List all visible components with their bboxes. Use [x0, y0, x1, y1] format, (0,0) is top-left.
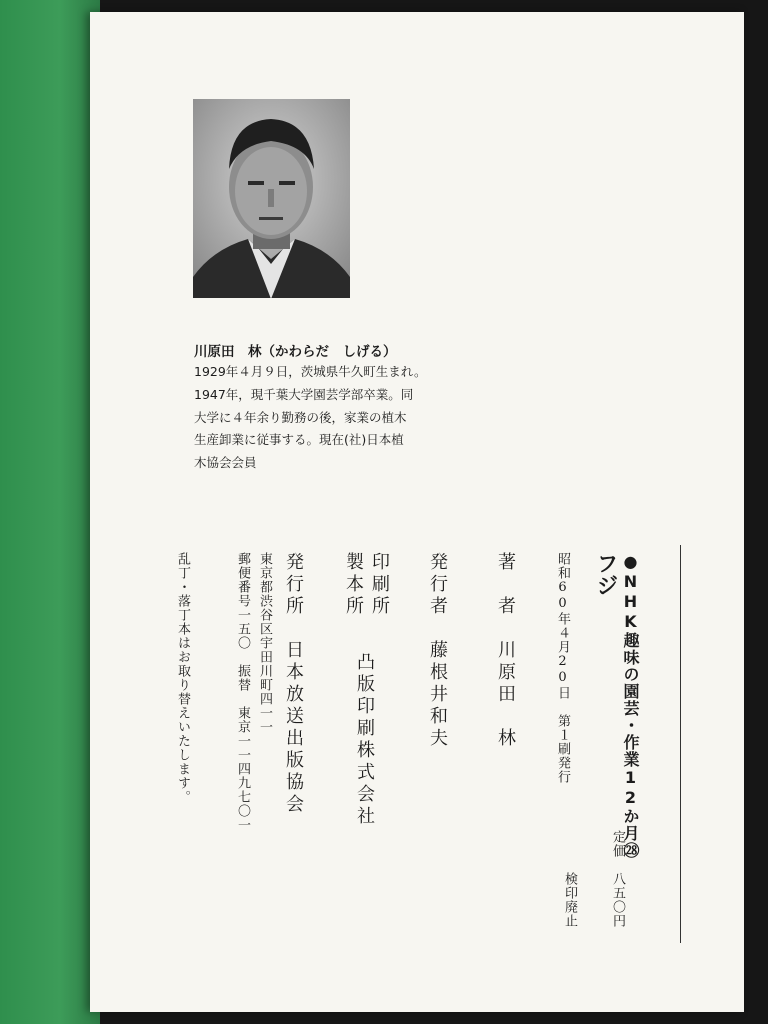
book-cover-edge — [0, 0, 100, 1024]
issuer: 発行所 日本放送出版協会 — [283, 552, 304, 816]
replacement-note: 乱丁・落丁本はお取り替えいたします。 — [175, 552, 190, 804]
author-bio-line: 生産卸業に従事する。現在(社)日本植 — [194, 432, 404, 447]
book-title: フジ — [593, 552, 619, 596]
publisher-person: 発行者 藤根井和夫 — [427, 552, 448, 750]
no-seal-notice: 検印廃止 — [562, 872, 577, 928]
author-bio-line: 1947年，現千葉大学園芸学部卒業。同 — [194, 387, 414, 402]
separator-rule — [680, 545, 681, 943]
author-portrait — [193, 99, 350, 298]
print-company: 凸版印刷株式会社 — [354, 652, 375, 828]
series-title: ●NHK趣味の園芸・作業12か月㉘ — [621, 552, 640, 859]
author-bio-line: 大学に４年余り勤務の後，家業の植木 — [194, 410, 407, 425]
edition-date: 昭和60年４月20日 第１刷発行 — [555, 552, 570, 784]
book-page — [90, 12, 744, 1012]
author-bio-line: 木協会会員 — [194, 455, 257, 470]
address: 東京都渋谷区宇田川町四一一 — [257, 552, 272, 734]
author-bio-line: 1929年４月９日，茨城県牛久町生まれ。 — [194, 364, 427, 379]
price: 定価 八五〇円 — [610, 830, 625, 928]
printer-label: 印刷所 — [369, 552, 390, 618]
postal-info: 郵便番号一五〇 振替 東京一一四九七〇一 — [235, 552, 250, 832]
author-name: 川原田 林（かわらだ しげる） — [194, 344, 397, 360]
author-credit: 著 者 川原田 林 — [495, 552, 516, 750]
binder-label: 製本所 — [343, 552, 364, 618]
